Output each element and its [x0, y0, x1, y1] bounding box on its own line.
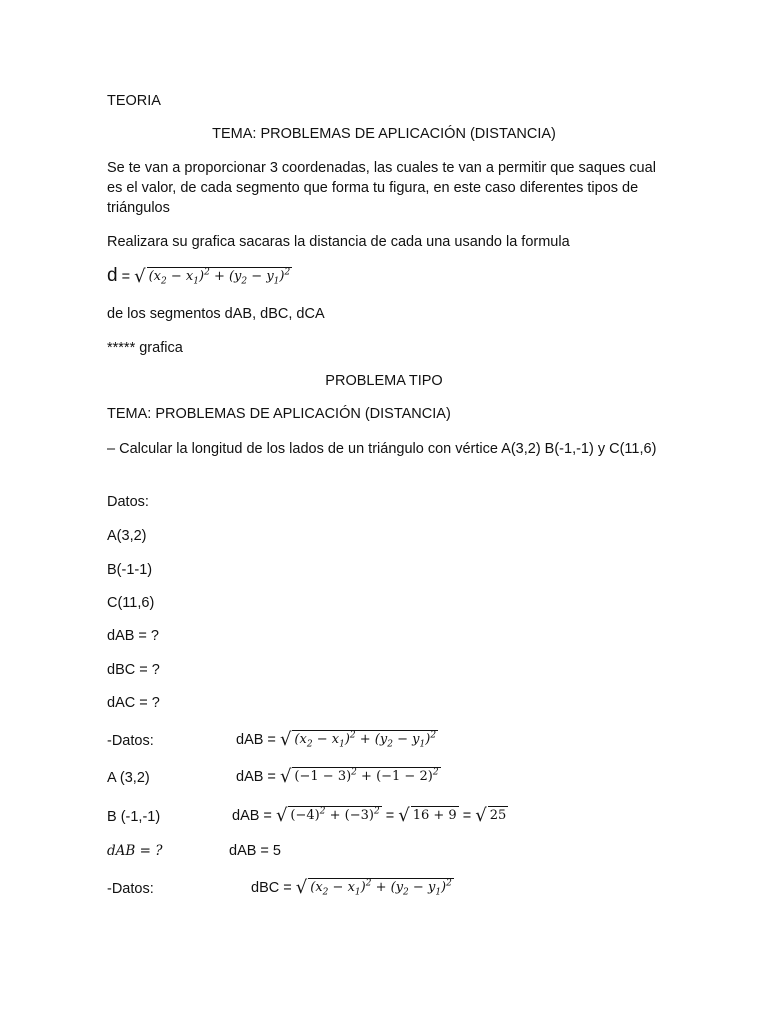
problem-title: PROBLEMA TIPO: [325, 373, 443, 389]
sqrt-result: √ 25: [475, 805, 507, 827]
point-c: C(11,6): [107, 595, 155, 611]
solution-row1-lhs: dAB =: [236, 732, 276, 748]
solution-row4-result: dAB = 5: [229, 843, 281, 859]
solution-row3-lhs: dAB =: [232, 808, 272, 824]
dab-unknown: dAB = ?: [107, 628, 159, 644]
instruction-text: Realizara su grafica sacaras la distancia de cada una usando la formula: [107, 234, 570, 250]
sqrt-expression: √ $(-1 - 3)^2 + (-1 - 2)^2$: [279, 766, 439, 788]
solution-row3-label: B (-1,-1): [107, 809, 161, 825]
solution-row2-formula: [236, 765, 441, 789]
dbc-unknown: dBC = ?: [107, 662, 160, 678]
solution-row5-formula: [251, 876, 454, 900]
formula-lhs: d: [107, 265, 118, 286]
intro-paragraph: Se te van a proporcionar 3 coordenadas, las cuales te van a permitir que saques cual es el valor, de cada segmento que forma tu figura, en este caso diferentes tipos de triángulos: [107, 160, 656, 216]
sqrt-expression: √ $(-4)^2 + (-3)^2$: [275, 805, 380, 827]
solution-row4-label: dAB = ?: [107, 843, 163, 859]
topic-title: TEMA: PROBLEMAS DE APLICACIÓN (DISTANCIA): [212, 126, 556, 142]
solution-row1-formula: [236, 728, 438, 752]
dac-unknown: dAC = ?: [107, 695, 160, 711]
point-a: A(3,2): [107, 528, 147, 544]
solution-row5-lhs: dBC =: [251, 880, 292, 896]
point-b: B(-1-1): [107, 562, 153, 578]
sqrt-sum: √ 16 + 9: [398, 805, 457, 827]
solution-row3-formula: dAB = √ $(-4)^2 + (-3)^2$ = √ 16 + 9 = √ 25: [232, 805, 507, 827]
sqrt-expression: √ $(x_2 - x_1)^2 + (y_2 - y_1)^2$: [279, 729, 437, 751]
solution-row2-label: A (3,2): [107, 770, 150, 786]
distance-formula: [107, 264, 292, 289]
sqrt-expression: √ $(x_2 - x_1)^2 + (y_2 - y_1)^2$: [134, 266, 291, 288]
formula-equals: =: [121, 269, 131, 285]
sqrt-expression: √ $(x_2 - x_1)^2 + (y_2 - y_1)^2$: [295, 877, 452, 899]
solution-row1-label: -Datos:: [107, 733, 154, 749]
solution-row5-label: -Datos:: [107, 881, 154, 897]
segments-text: de los segmentos dAB, dBC, dCA: [107, 306, 325, 322]
graph-note: ***** grafica: [107, 340, 183, 356]
solution-row2-lhs: dAB =: [236, 769, 276, 785]
problem-statement: – Calcular la longitud de los lados de un triángulo con vértice A(3,2) B(-1,-1) y C(11,6): [107, 441, 657, 457]
problem-topic: TEMA: PROBLEMAS DE APLICACIÓN (DISTANCIA): [107, 406, 451, 422]
data-label: Datos:: [107, 494, 149, 510]
section-heading-teoria: TEORIA: [107, 93, 161, 109]
